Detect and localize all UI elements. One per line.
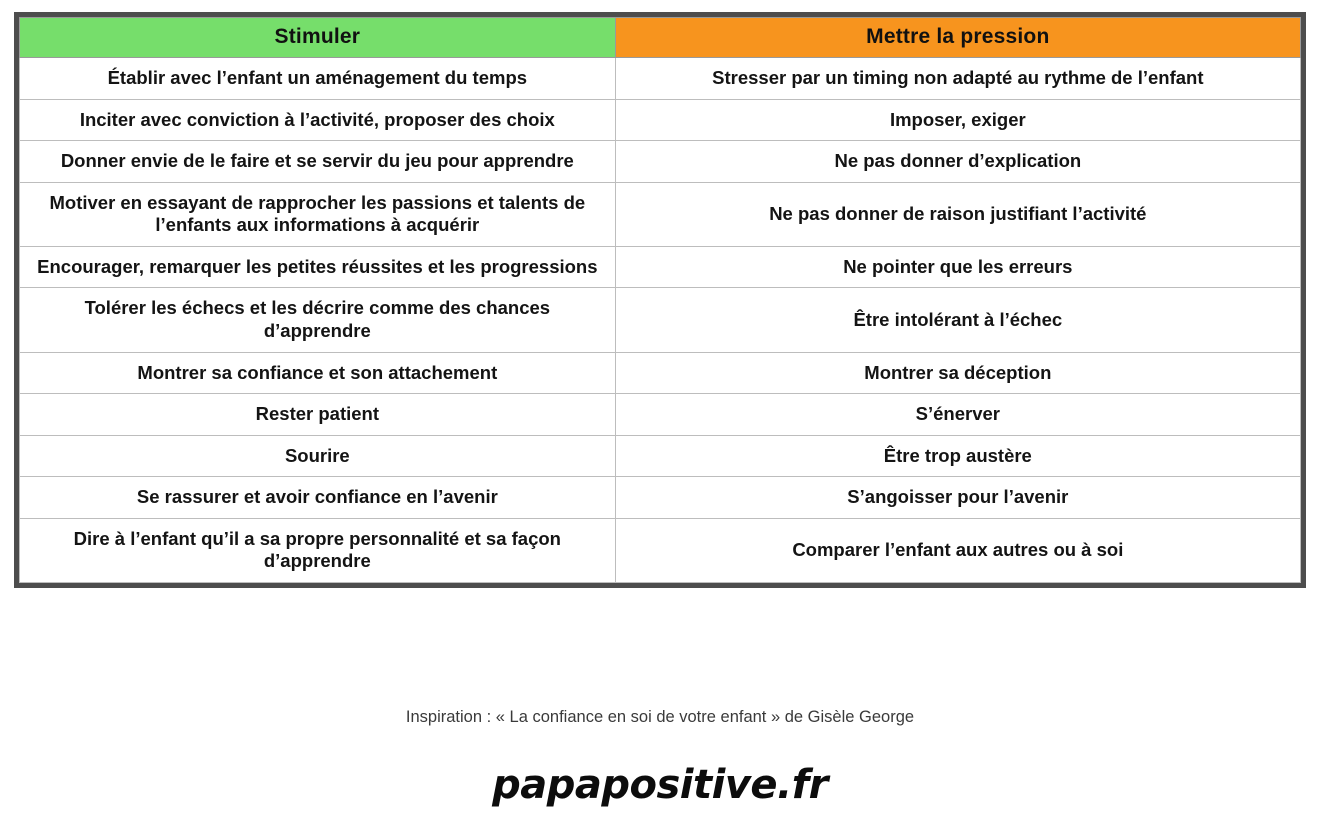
brand-wordmark: papapositive.fr (492, 762, 828, 808)
cell-pression: Comparer l’enfant aux autres ou à soi (615, 518, 1300, 582)
inspiration-credit: Inspiration : « La confiance en soi de votre enfant » de Gisèle George (405, 708, 915, 726)
cell-stimuler: Donner envie de le faire et se servir du jeu pour apprendre (20, 141, 616, 183)
table-row (20, 141, 1301, 183)
cell-pression: Ne pas donner de raison justifiant l’activité (615, 182, 1300, 246)
table-row (20, 394, 1301, 436)
cell-stimuler: Inciter avec conviction à l’activité, proposer des choix (20, 99, 616, 141)
table-row (20, 58, 1301, 100)
cell-pression: Ne pas donner d’explication (615, 141, 1300, 183)
cell-pression: Stresser par un timing non adapté au rythme de l’enfant (615, 58, 1300, 100)
table-header-row (20, 18, 1301, 58)
table-header (20, 18, 1301, 58)
cell-pression: Montrer sa déception (615, 352, 1300, 394)
table-row (20, 518, 1301, 582)
cell-stimuler: Se rassurer et avoir confiance en l’avenir (20, 477, 616, 519)
cell-stimuler: Rester patient (20, 394, 616, 436)
cell-stimuler: Tolérer les échecs et les décrire comme des chances d’apprendre (20, 288, 616, 352)
cell-stimuler: Encourager, remarquer les petites réussites et les progressions (20, 246, 616, 288)
cell-stimuler: Motiver en essayant de rapprocher les passions et talents de l’enfants aux informations à acquérir (20, 182, 616, 246)
table-row (20, 99, 1301, 141)
cell-pression: S’angoisser pour l’avenir (615, 477, 1300, 519)
table-row (20, 435, 1301, 477)
cell-pression: Être trop austère (615, 435, 1300, 477)
comparison-table (19, 17, 1301, 583)
cell-pression: S’énerver (615, 394, 1300, 436)
comparison-table-container (14, 12, 1306, 588)
table-row (20, 182, 1301, 246)
cell-stimuler: Établir avec l’enfant un aménagement du temps (20, 58, 616, 100)
table-row (20, 246, 1301, 288)
cell-pression: Imposer, exiger (615, 99, 1300, 141)
table-row (20, 288, 1301, 352)
table-body (20, 58, 1301, 583)
cell-stimuler: Montrer sa confiance et son attachement (20, 352, 616, 394)
column-header-pression: Mettre la pression (615, 18, 1300, 58)
column-header-stimuler: Stimuler (20, 18, 616, 58)
table-row (20, 352, 1301, 394)
cell-stimuler: Dire à l’enfant qu’il a sa propre personnalité et sa façon d’apprendre (20, 518, 616, 582)
table-row (20, 477, 1301, 519)
cell-pression: Ne pointer que les erreurs (615, 246, 1300, 288)
cell-stimuler: Sourire (20, 435, 616, 477)
cell-pression: Être intolérant à l’échec (615, 288, 1300, 352)
